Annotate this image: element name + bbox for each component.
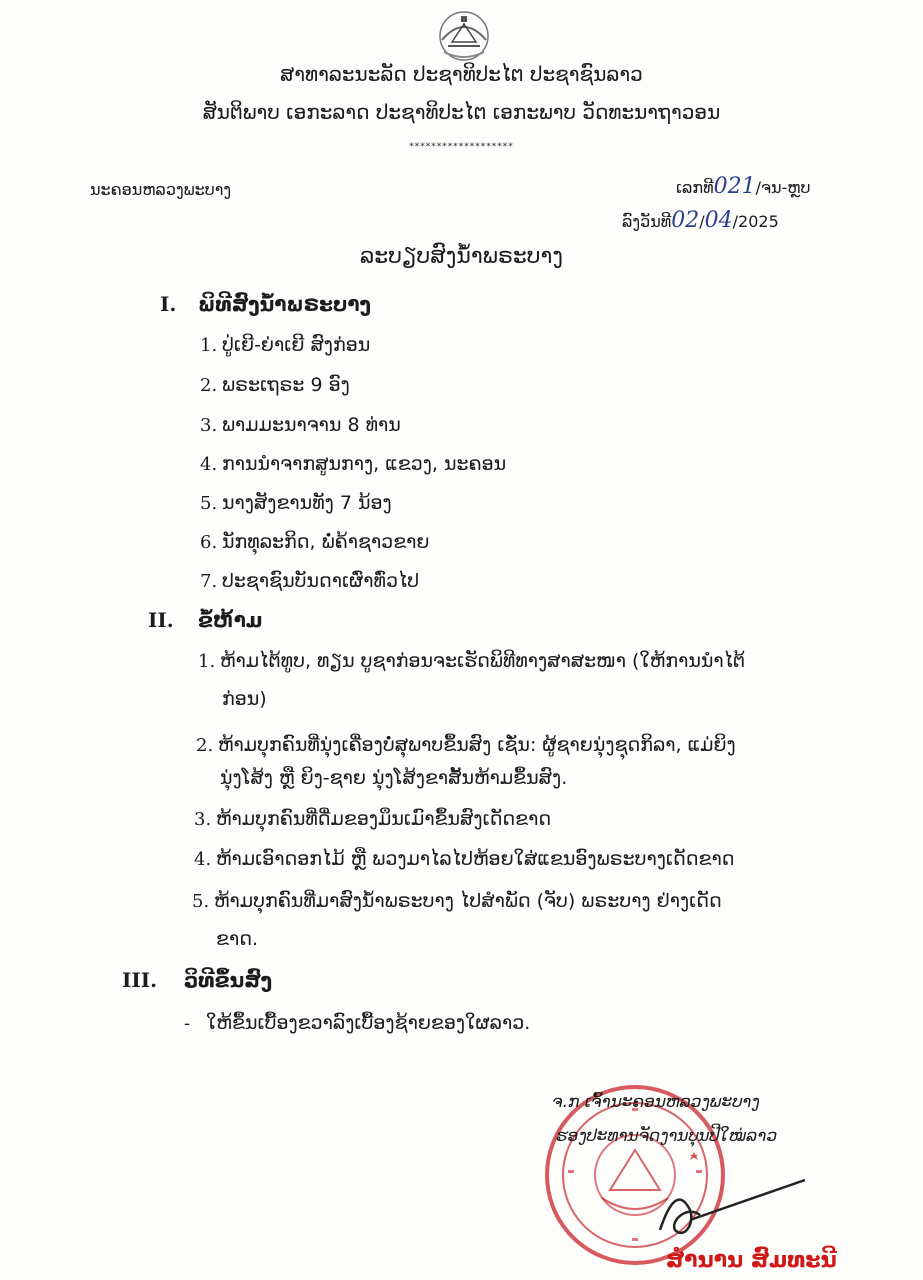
signer-name: ສຳນານ ສົມທະນີ (666, 1248, 837, 1273)
list-item-text: ຫ້າມບຸກຄົນທີ່ນຸ່ງເຄື່ອງບໍ່ສຸພາບຂຶ້ນສົງ ເຊັ່ນ: ຜູ້ຊາຍນຸ່ງຊຸດກິລາ, ແມ່ຍິງ (218, 734, 736, 756)
list-item (200, 492, 392, 514)
list-item-text: ພຣະເຖຣະ 9 ອົງ (222, 374, 350, 396)
list-item (192, 890, 722, 912)
list-item-text: ການນຳຈາກສູນກາງ, ແຂວງ, ນະຄອນ (222, 453, 507, 475)
list-item (200, 374, 350, 396)
list-item-text: ນັກທຸລະກິດ, ພໍ່ຄ້າຊາວຂາຍ (222, 531, 430, 553)
section-3-title: ວິທີຂຶ້ນສົງ (184, 968, 273, 992)
document-date-label: ລົງວັນທີ (622, 212, 672, 231)
list-item-text: ຫ້າມບຸກຄົນທີ່ດື່ມຂອງມຶນເມົາຂຶ້ນສົງເດັດຂາດ (216, 808, 552, 830)
header-country: ສາທາລະນະລັດ ປະຊາທິປະໄຕ ປະຊາຊົນລາວ (280, 62, 643, 86)
list-item-text: ຫ້າມບຸກຄົນທີ່ມາສົງນ້ຳພຣະບາງ ໄປສຳພັດ (ຈັບ) ພຣະບາງ ຢ່າງເດັດ (214, 890, 722, 912)
list-item-continuation: ກ່ອນ) (222, 688, 267, 710)
list-item-number: 1. (198, 651, 216, 672)
section-2-title: ຂໍ້ຫ້າມ (198, 608, 263, 632)
section-2-roman: II. (148, 608, 174, 632)
list-item-number: 1. (200, 335, 218, 356)
list-item-number: 4. (194, 849, 212, 870)
section-1-roman: I. (160, 292, 177, 316)
list-item (184, 1012, 530, 1034)
list-item-text: ປູ່ເຍີ-ຍ່າເຍີ ສົງກ່ອນ (222, 334, 371, 356)
list-item-number: 2. (196, 735, 214, 756)
header-stars-divider: ******************* (409, 142, 514, 152)
handwritten-signature (600, 1160, 820, 1250)
list-item-number: 3. (200, 415, 218, 436)
list-item-continuation: ນຸ່ງໂສ້ງ ຫຼື ຍິງ-ຊາຍ ນຸ່ງໂສ້ງຂາສັ້ນຫ້າມຂຶ້ນສົງ. (220, 767, 568, 789)
list-item (200, 531, 430, 553)
document-date-day: 02 (671, 208, 700, 233)
document-date-sep: / (699, 212, 705, 231)
document-date (622, 208, 779, 233)
list-item-text: ພາມມະນາຈານ 8 ທ່ານ (222, 414, 401, 436)
section-1-title: ພິທີສົງນ້ຳພຣະບາງ (198, 292, 371, 316)
list-item (200, 453, 506, 475)
header-motto: ສັນຕິພາບ ເອກະລາດ ປະຊາທິປະໄຕ ເອກະພາບ ວັດທະນາຖາວອນ (202, 100, 721, 124)
list-item-number: 5. (192, 891, 210, 912)
section-2-heading (148, 608, 263, 632)
list-item-number: 2. (200, 375, 218, 396)
list-item (200, 414, 401, 436)
section-3-roman: III. (122, 968, 158, 992)
list-item-text: ປະຊາຊົນບັນດາເຜົ່າທົ່ວໄປ (222, 570, 420, 592)
list-item-text: ຫ້າມເອົາດອກໄມ້ ຫຼື ພວງມາໄລໄປຫ້ອຍໃສ່ແຂນອົງພຣະບາງເດັດຂາດ (216, 848, 735, 870)
list-item-continuation: ຂາດ. (216, 928, 258, 950)
list-item-number: 6. (200, 532, 218, 553)
document-number-value: 021 (713, 174, 756, 199)
list-item (200, 334, 370, 356)
list-item-text: ໃຫ້ຂຶ້ນເບື້ອງຂວາລົງເບື້ອງຊ້າຍຂອງໃຜລາວ. (206, 1012, 531, 1034)
list-item-number: 4. (200, 454, 218, 475)
list-item (198, 650, 745, 672)
section-3-heading (122, 968, 272, 992)
signature-authority: ຈ.ກ ເຈົ້ານະຄອນຫລວງພະບາງ (552, 1092, 760, 1112)
document-date-year: /2025 (732, 212, 779, 231)
signature-role: ຮອງປະທານຈັດງານບຸນປີໃໝ່ລາວ (556, 1126, 778, 1146)
list-item-text: ນາງສັງຂານທັງ 7 ນ້ອງ (222, 492, 392, 514)
list-item-number: 7. (200, 571, 218, 592)
list-item-number: - (184, 1013, 191, 1034)
list-item (200, 570, 419, 592)
list-item (194, 848, 734, 870)
list-item-text: ຫ້າມໄຕ້ທູບ, ທຽນ ບູຊາກ່ອນຈະເຮັດພິທີທາງສາສະໜາ (ໃຫ້ການນຳໄຕ້ (220, 650, 746, 672)
section-1-heading (160, 292, 371, 316)
national-emblem-icon (428, 6, 500, 62)
list-item (194, 808, 551, 830)
document-date-month: 04 (704, 208, 733, 233)
list-item (196, 734, 736, 756)
document-title: ລະບຽບສົງນ້ຳພຣະບາງ (360, 244, 563, 269)
list-item-number: 3. (194, 809, 212, 830)
issuer-city: ນະຄອນຫລວງພະບາງ (90, 180, 232, 199)
document-number-suffix: /ຈນ-ຫຼບ (755, 178, 811, 197)
document-number (676, 174, 810, 199)
list-item-number: 5. (200, 493, 218, 514)
document-number-label: ເລກທີ (676, 178, 714, 197)
